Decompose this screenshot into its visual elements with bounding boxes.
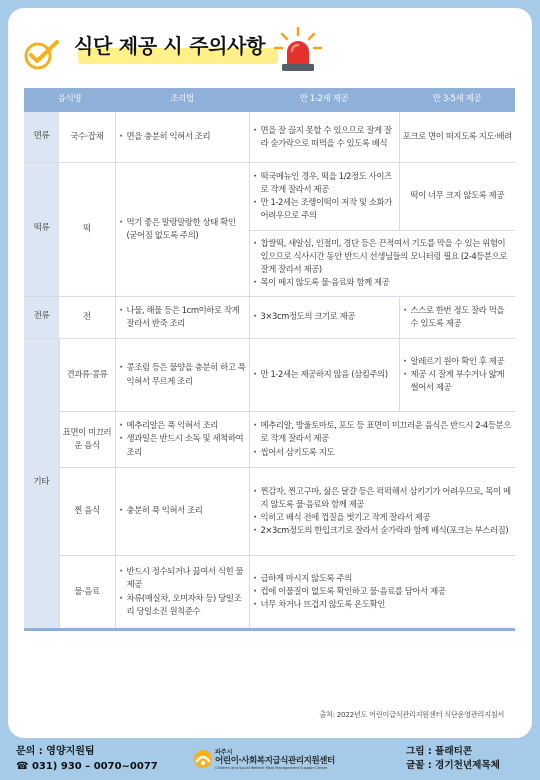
list-item: · 목이 메지 않도록 물·음료와 함께 제공 <box>253 276 513 289</box>
check-badge-icon <box>24 38 62 70</box>
list-item: · 먹기 좋은 말랑말랑한 상태 확인(굳어짐 없도록 주의) <box>119 216 246 242</box>
age35-cell <box>399 338 515 411</box>
list-item: · 찹쌀떡, 새알심, 인절미, 경단 등은 끈적여서 기도를 막을 수 있는 위험이 있으므로 식사시간 동안 반드시 선생님들의 모니터링 필요 (2-4등분으로 잘게 잘라서 제공) <box>253 237 513 276</box>
method-cell <box>115 411 249 467</box>
title-wrap <box>74 28 284 72</box>
list-item: · 생과일은 반드시 소독 및 세척하여 조리 <box>119 432 246 458</box>
credits <box>406 745 500 774</box>
table-row <box>24 162 515 230</box>
list-item: · 알레르기 원아 확인 후 제공 <box>403 355 513 368</box>
food-name-cell: 표면이 미끄러운 음식 <box>59 411 115 467</box>
logo-english: Children and Social Welfare Meal Management Support Center <box>215 766 328 770</box>
method-cell <box>115 112 249 162</box>
list-item: · 메추리알, 방울토마토, 포도 등 표면이 미끄러운 음식은 반드시 2-4등분으로 작게 잘라서 제공 <box>253 419 513 445</box>
column-header-food: 음식명 <box>24 88 115 112</box>
list-item: · 차류(매실차, 오미자차 등) 당일조리 당일소진 원칙준수 <box>119 592 246 618</box>
table-row <box>24 411 515 467</box>
age12-cell <box>249 338 399 411</box>
method-cell <box>115 555 249 629</box>
table-row <box>24 338 515 411</box>
age35-cell: 포크로 면이 떠지도록 지도·배려 <box>399 112 515 162</box>
precautions-table-wrap <box>24 88 515 631</box>
age12-cell <box>249 296 399 338</box>
method-cell <box>115 296 249 338</box>
center-logo <box>193 747 368 773</box>
method-cell <box>115 162 249 296</box>
siren-icon <box>270 26 326 74</box>
header <box>24 26 514 82</box>
list-item: · 메추리알은 푹 익혀서 조리 <box>119 419 246 432</box>
logo-city: 파주시 <box>215 749 233 756</box>
age35-cell <box>399 296 515 338</box>
food-name-cell: 국수·잡채 <box>59 112 115 162</box>
common-cell <box>249 467 515 555</box>
list-item: · 급하게 마시지 않도록 주의 <box>253 572 513 585</box>
list-item: · 씹어서 삼키도록 지도 <box>253 446 513 459</box>
column-header-method: 조리법 <box>115 88 249 112</box>
list-item: · 떡국메뉴인 경우, 떡을 1/2정도 사이즈로 작게 잘라서 제공 <box>253 170 396 196</box>
common-cell <box>249 411 515 467</box>
illustration-credit: 그림 : 플래티콘 <box>406 746 473 757</box>
logo-name: 어린이·사회복지급식관리지원센터 <box>215 756 335 766</box>
contact-label: 문의 : 영양지원팀 <box>16 746 95 757</box>
list-item: · 만 1-2세는 조랭이떡이 저작 및 소화가 어려우므로 주의 <box>253 196 396 222</box>
list-item: · 콩조림 등은 물양을 충분히 하고 푹 익혀서 무르게 조리 <box>119 361 246 387</box>
food-name-cell: 찐 음식 <box>59 467 115 555</box>
list-item: · 2×3cm정도의 한입크기로 잘라서 숟가락과 함께 배식(포크는 부스러짐) <box>253 524 513 537</box>
table-row <box>24 467 515 555</box>
list-item: · 충분히 푹 익혀서 조리 <box>119 504 246 517</box>
table-row <box>24 555 515 629</box>
category-cell: 떡류 <box>24 162 59 296</box>
list-item: · 너무 차거나 뜨겁지 않도록 온도확인 <box>253 598 513 611</box>
list-item: · 면을 잘 끊지 못할 수 있으므로 잘게 잘라 숟가락으로 떠먹을 수 있도록 배식 <box>253 124 396 150</box>
table-row <box>24 112 515 162</box>
list-item: · 찐감자, 찐고구마, 삶은 달걀 등은 퍽퍽해서 삼키기가 어려우므로, 목이 메지 않도록 물·음료와 함께 제공 <box>253 485 513 511</box>
age35-cell: 떡이 너무 크지 않도록 제공 <box>399 162 515 230</box>
list-item: · 만 1-2세는 제공하지 않음 (삼킴주의) <box>253 368 396 381</box>
list-item: · 제공 시 잘게 부수거나 얇게 썰어서 제공 <box>403 368 513 394</box>
precautions-table <box>24 88 515 631</box>
source-note: 출처: 2022년도 어린이급식관리지원센터 식단운영관리지침서 <box>319 710 504 719</box>
center-logo-icon <box>193 749 213 769</box>
list-item: · 면을 충분히 익혀서 조리 <box>119 130 246 143</box>
contact-info <box>16 745 158 774</box>
category-cell: 면류 <box>24 112 59 162</box>
category-cell: 전류 <box>24 296 59 338</box>
method-cell <box>115 338 249 411</box>
list-item: · 나물, 해물 등은 1cm이하로 작게 잘라서 반죽 조리 <box>119 304 246 330</box>
food-name-cell: 견과류·콩류 <box>59 338 115 411</box>
food-name-cell: 물·음료 <box>59 555 115 629</box>
list-item: · 컵에 이물질이 없도록 확인하고 물·음료를 담아서 제공 <box>253 585 513 598</box>
table-row <box>24 296 515 338</box>
common-cell <box>249 555 515 629</box>
list-item: · 스스로 한번 정도 잘라 먹을 수 있도록 제공 <box>403 304 513 330</box>
footer <box>0 740 540 780</box>
font-credit: 글꼴 : 경기천년제목체 <box>406 760 500 772</box>
age12-cell <box>249 112 399 162</box>
contact-phone: ☎ 031) 930 – 0070~0077 <box>16 760 158 772</box>
list-item: · 3×3cm정도의 크기로 제공 <box>253 310 396 323</box>
table-header-row <box>24 88 515 112</box>
food-name-cell: 전 <box>59 296 115 338</box>
age12-cell <box>249 162 399 230</box>
page-title: 식단 제공 시 주의사항 <box>74 34 266 58</box>
column-header-age35: 만 3-5세 제공 <box>399 88 515 112</box>
list-item: · 익히고 배식 전에 껍질을 벗기고 작게 잘라서 제공 <box>253 511 513 524</box>
list-item: · 반드시 정수되거나 끓여서 식힌 물 제공 <box>119 565 246 591</box>
method-cell <box>115 467 249 555</box>
food-name-cell: 떡 <box>59 162 115 296</box>
common-cell <box>249 230 515 296</box>
column-header-age12: 만 1-2세 제공 <box>249 88 399 112</box>
category-cell: 기타 <box>24 338 59 629</box>
